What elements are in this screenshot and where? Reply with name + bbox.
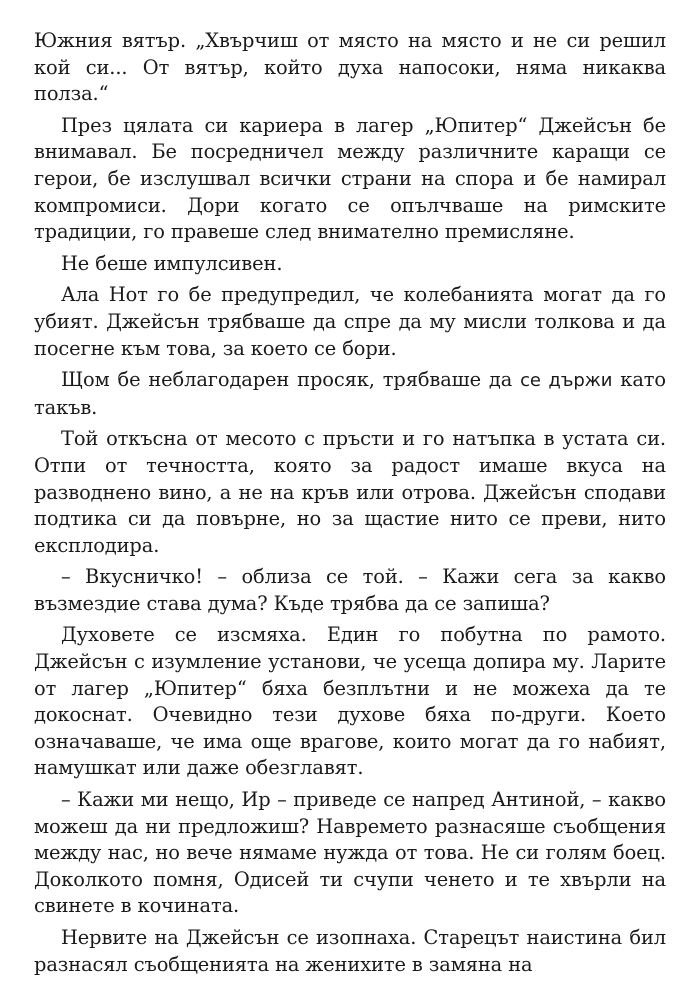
- paragraph: – Кажи ми нещо, Ир – приведе се напред Антиной, – какво можеш да ни предложиш? Навремето разнасяше съобщения между нас, но вече нямаме нужда от това. Не си голям боец. Доколкото помня, Одисей ти счупи ченето и те хвърли на свинете в кочината.: [34, 788, 666, 918]
- paragraph-text-sans: се държи: [520, 370, 613, 392]
- paragraph: Нервите на Джейсън се изопнаха. Старецът наистина бил разнасял съобщенията на женихите в замяна на: [34, 926, 666, 976]
- paragraph: Той откъсна от месото с пръсти и го натъпка в устата си. Отпи от течността, която за радост имаше вкуса на разводнено вино, а не на кръв или отрова. Джейсън сподави подтика си да повърне, но за щастие нито се преви, нито експлодира.: [34, 427, 666, 557]
- paragraph: [34, 367, 666, 421]
- document-page: [34, 28, 666, 978]
- paragraph: – Вкусничко! – облиза се той. – Кажи сега за какво възмездие става дума? Къде трябва да се запиша?: [34, 565, 666, 615]
- paragraph: Ала Нот го бе предупредил, че колебанията могат да го убият. Джейсън трябваше да спре да му мисли толкова и да посегне към това, за което се бори.: [34, 283, 666, 360]
- paragraph: Не беше импулсивен.: [61, 251, 283, 275]
- paragraph: Южния вятър. „Хвърчиш от място на място и не си решил кой си... От вятър, който духа напосоки, няма никаква полза.“: [34, 29, 666, 106]
- paragraph-text: като такъв.: [34, 368, 666, 419]
- paragraph: Духовете се изсмяха. Един го побутна по рамото. Джейсън с изумление установи, че усеща допира му. Ларите от лагер „Юпитер“ бяха безплътни и не можеха да те докоснат. Очевидно тези духове бяха по-други. Което означаваше, че има още врагове, които могат да го набият, намушкат или даже обезглавят.: [34, 623, 666, 780]
- paragraph-text: Щом бе неблагодарен просяк, трябваше да: [61, 368, 513, 392]
- paragraph: През цялата си кариера в лагер „Юпитер“ Джейсън бе внимавал. Бе посредничел между различните каращи се герои, бе изслушвал всички страни на спора и бе намирал компромиси. Дори когато се опълчваше на римските традиции, го правеше след внимателно премисляне.: [34, 113, 666, 244]
